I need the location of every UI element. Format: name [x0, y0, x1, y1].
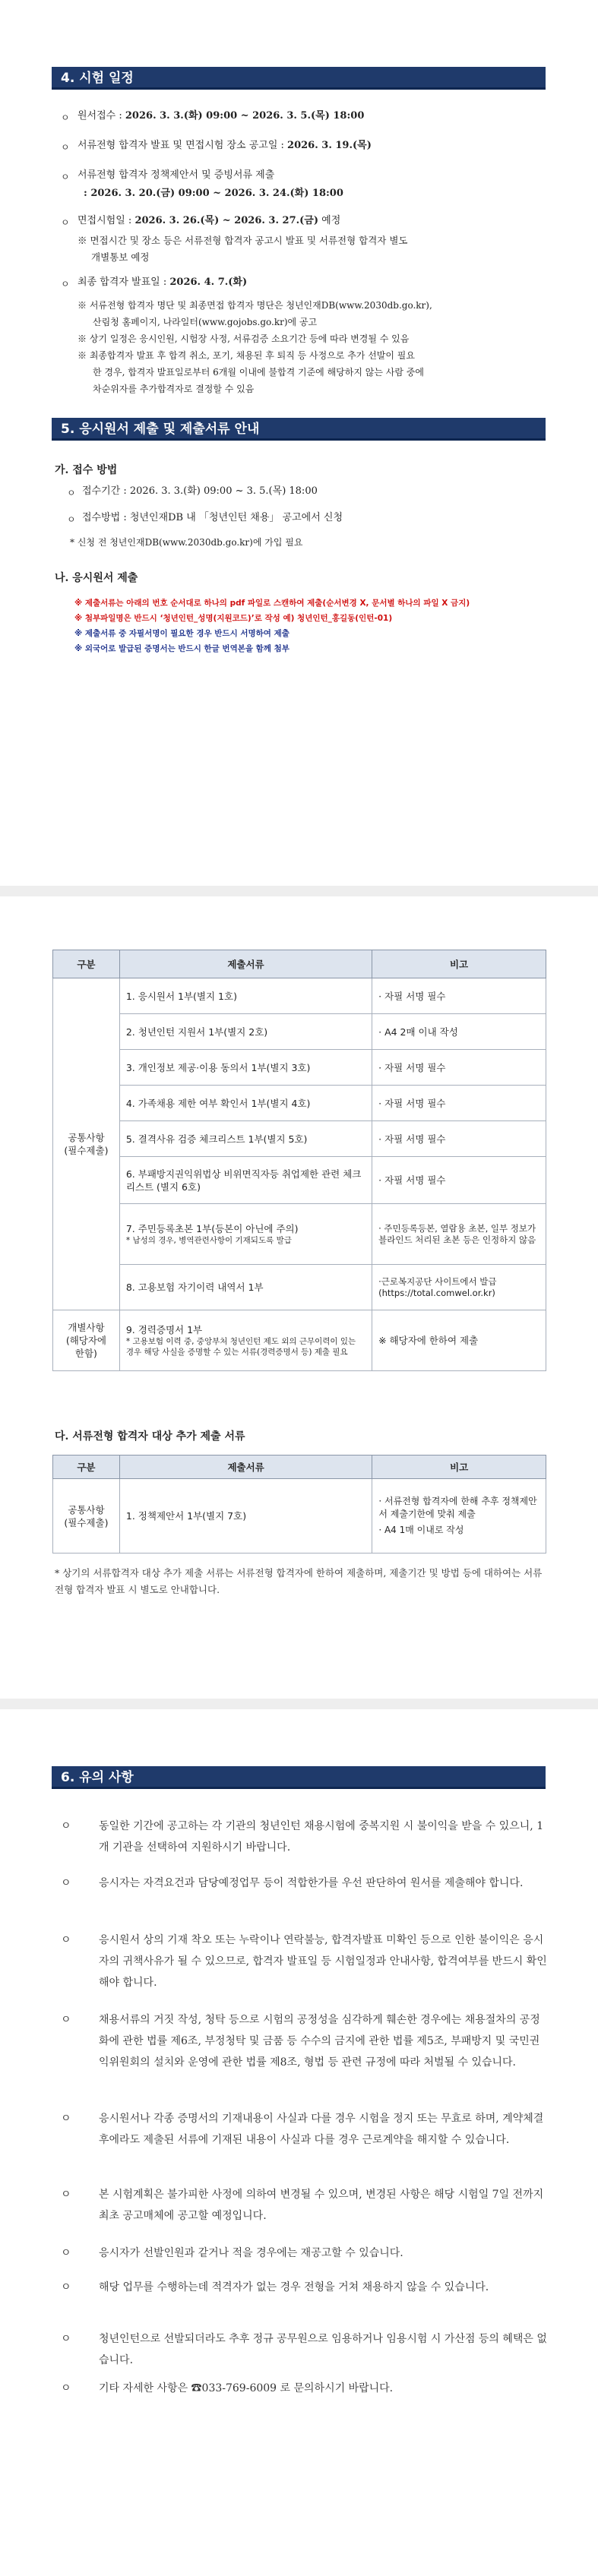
group-individual: 개별사항 (해당자에 한함) [53, 1310, 120, 1371]
group-common: 공통사항 (필수제출) [53, 1479, 120, 1554]
doc-8: 8. 고용보험 자기이력 내역서 1부 [119, 1265, 372, 1310]
note-2: ※ 상기 일정은 응시인원, 시험장 사정, 서류검증 소요기간 등에 따라 변경될 수 있음 [78, 333, 410, 344]
doc-2: 2. 청년인턴 지원서 1부(별지 2호) [119, 1014, 372, 1050]
page-separator [0, 886, 598, 896]
precaution-text: 채용서류의 거짓 작성, 청탁 등으로 시험의 공정성을 심각하게 훼손한 경우에는 채용절차의 공정화에 관한 법률 제6조, 부정청탁 및 금품 등 수수의 금지에 관한 법률 제5조, 부패방지 및 국민권익위원회의 설치와 운영에 관한 법률 제8조, 형법 등 관련 규정에 따라 처벌될 수 있습니다. [99, 2014, 540, 2069]
doc-6: 6. 부패방지권익위법상 비위면직자등 취업제한 관련 체크리스트 (별지 6호) [119, 1157, 372, 1204]
bullet: ㅇ [61, 2382, 71, 2394]
proposal-submit: 서류전형 합격자 정책제안서 및 증빙서류 제출 [78, 169, 275, 181]
precaution-text: 해당 업무를 수행하는데 적격자가 없는 경우 전형을 거쳐 채용하지 않을 수 있습니다. [99, 2281, 489, 2293]
doc-9-sub: * 고용보험 이력 중, 중앙부처 청년인턴 제도 외의 근무이력이 있는 경우 해당 사실을 증명할 수 있는 서류(경력증명서 등) 제출 필요 [125, 1337, 356, 1357]
doc-3-note: · 자필 서명 필수 [372, 1050, 546, 1086]
doc-5-note: · 자필 서명 필수 [372, 1121, 546, 1157]
doc-9 [119, 1310, 372, 1371]
add-doc-1-note [372, 1479, 546, 1554]
page-2 [0, 896, 598, 1698]
section-5-header: 5. 응시원서 제출 및 제출서류 안내 [52, 418, 546, 441]
doc-result-date: 서류전형 합격자 발표 및 면접시험 장소 공고일 : 2026. 3. 19.(목) [78, 140, 372, 151]
note-3b: 한 경우, 합격자 발표일로부터 6개월 이내에 불합격 기준에 해당하지 않는 사람 중에 [93, 367, 424, 378]
interview-note-1: ※ 면접시간 및 장소 등은 서류전형 합격자 공고시 발표 및 서류전형 합격자 별도 [78, 235, 408, 246]
col-gubun: 구분 [53, 950, 120, 978]
precaution-item [61, 2184, 547, 2227]
doc-7-title: 7. 주민등록초본 1부(등본이 아닌에 주의) [125, 1223, 299, 1234]
note-1b: 산림청 홈페이지, 나라일터(www.gojobs.go.kr)에 공고 [93, 317, 318, 327]
bullet: ㅇ [61, 172, 70, 182]
col-docs: 제출서류 [119, 1456, 372, 1479]
bullet: ㅇ [61, 1877, 71, 1889]
precaution-item [61, 2009, 547, 2073]
doc-6-note: · 자필 서명 필수 [372, 1157, 546, 1204]
additional-docs-note: * 상기의 서류합격자 대상 추가 제출 서류는 서류전형 합격자에 한하여 제출하며, 제출기간 및 방법 등에 대하여는 서류전형 합격자 발표 시 별도로 안내합니다. [55, 1567, 543, 1595]
page-1 [0, 0, 598, 885]
doc-7-note: · 주민등록등본, 열람용 초본, 일부 정보가 블라인드 처리된 초본 등은 인정하지 않음 [372, 1204, 546, 1265]
doc-8-note: ·근로복지공단 사이트에서 발급 (https://total.comwel.or.kr) [372, 1265, 546, 1310]
receipt-period: 접수기간 : 2026. 3. 3.(화) 09:00 ~ 3. 5.(목) 18:00 [82, 485, 318, 497]
receipt-note: * 신청 전 청년인재DB(www.2030db.go.kr)에 가입 필요 [70, 537, 303, 548]
precaution-text: 응시원서 상의 기재 착오 또는 누락이나 연락불능, 합격자발표 미확인 등으로 인한 불이익은 응시자의 귀책사유가 될 수 있으므로, 합격자 발표일 등 시험일정과 안내사항, 합격여부를 반드시 확인해야 합니다. [99, 1934, 547, 1989]
precaution-text: 응시자는 자격요건과 담당예정업무 등이 적합한가를 우선 판단하여 원서를 제출해야 합니다. [99, 1877, 524, 1889]
subsection-da: 다. 서류전형 합격자 대상 추가 제출 서류 [55, 1430, 245, 1443]
precaution-text: 응시원서나 각종 증명서의 기재내용이 사실과 다를 경우 시험을 정지 또는 무효로 하며, 계약체결 후에라도 제출된 서류에 기재된 내용이 사실과 다를 경우 근로계약을 해지할 수 있습니다. [99, 2113, 544, 2146]
precaution-text: 기타 자세한 사항은 ☎033-769-6009 로 문의하시기 바랍니다. [99, 2382, 394, 2394]
doc-5: 5. 결격사유 검증 체크리스트 1부(별지 5호) [119, 1121, 372, 1157]
submission-docs-table [52, 950, 546, 1371]
final-result-date: 최종 합격자 발표일 : 2026. 4. 7.(화) [78, 277, 248, 288]
add-doc-1-note-2: · A4 1매 이내로 작성 [378, 1525, 464, 1535]
subsection-ga: 가. 접수 방법 [55, 464, 118, 476]
col-gubun: 구분 [53, 1456, 120, 1479]
proposal-submit-period: : 2026. 3. 20.(금) 09:00 ~ 2026. 3. 24.(화) 18:00 [84, 188, 343, 199]
col-docs: 제출서류 [119, 950, 372, 978]
precaution-item [61, 2108, 547, 2151]
note-3a: ※ 최종합격자 발표 후 합격 취소, 포기, 채용된 후 퇴직 등 사정으로 추가 선발이 필요 [78, 350, 415, 361]
bullet: ㅇ [61, 2247, 71, 2259]
doc-9-note: ※ 해당자에 한하여 제출 [372, 1310, 546, 1371]
warning-1: ※ 제출서류는 아래의 번호 순서대로 하나의 pdf 파일로 스캔하여 제출(순서변경 X, 문서별 하나의 파일 X 금지) [74, 599, 470, 608]
group-common: 공통사항 (필수제출) [53, 978, 120, 1310]
bullet: ㅇ [61, 1934, 71, 1946]
doc-9-title: 9. 경력증명서 1부 [125, 1324, 203, 1335]
col-note: 비고 [372, 1456, 546, 1479]
doc-7 [119, 1204, 372, 1265]
doc-4-note: · 자필 서명 필수 [372, 1086, 546, 1121]
precaution-item [61, 2378, 547, 2399]
bullet: ㅇ [61, 2014, 71, 2026]
section-4-header: 4. 시험 일정 [52, 67, 546, 90]
precaution-text: 응시자가 선발인원과 같거나 적을 경우에는 재공고할 수 있습니다. [99, 2247, 403, 2259]
add-doc-1: 1. 정책제안서 1부(별지 7호) [119, 1479, 372, 1554]
subsection-na: 나. 응시원서 제출 [55, 572, 138, 584]
note-1a: ※ 서류전형 합격자 명단 및 최종면접 합격자 명단은 청년인재DB(www.2030db.go.kr), [78, 300, 432, 311]
bullet: ㅇ [67, 514, 76, 525]
precaution-item [61, 1873, 547, 1894]
bullet: ㅇ [67, 488, 76, 498]
doc-1-note: · 자필 서명 필수 [372, 978, 546, 1014]
bullet: ㅇ [61, 2281, 71, 2293]
interview-note-2: 개별통보 예정 [91, 251, 150, 263]
interview-date: 면접시험일 : 2026. 3. 26.(목) ~ 2026. 3. 27.(금) 예정 [78, 215, 341, 226]
bullet: ㅇ [61, 217, 70, 228]
doc-3: 3. 개인정보 제공·이용 동의서 1부(별지 3호) [119, 1050, 372, 1086]
precaution-text: 동일한 기간에 공고하는 각 기관의 청년인턴 채용시험에 중복지원 시 불이익을 받을 수 있으니, 1개 기관을 선택하여 지원하시기 바랍니다. [99, 1820, 544, 1854]
warning-2: ※ 첨부파일명은 반드시 ‘청년인턴_성명(지원코드)’로 작성 예) 청년인턴_홍길동(인턴-01) [74, 614, 393, 623]
warning-4: ※ 외국어로 발급된 증명서는 반드시 한글 번역본을 함께 첨부 [74, 644, 290, 653]
add-doc-1-note-1: · 서류전형 합격자에 한해 추후 정책제안서 제출기한에 맞춰 제출 [378, 1496, 537, 1519]
apply-period: 원서접수 : 2026. 3. 3.(화) 09:00 ~ 2026. 3. 5.(목) 18:00 [78, 110, 365, 122]
precaution-item [61, 2328, 547, 2371]
precaution-item [61, 2243, 547, 2264]
bullet: ㅇ [61, 2189, 71, 2201]
doc-2-note: · A4 2매 이내 작성 [372, 1014, 546, 1050]
additional-docs-table [52, 1455, 546, 1554]
precaution-text: 본 시험계획은 불가피한 사정에 의하여 변경될 수 있으며, 변경된 사항은 해당 시험일 7일 전까지 최초 공고매체에 공고할 예정입니다. [99, 2189, 544, 2222]
col-note: 비고 [372, 950, 546, 978]
doc-1: 1. 응시원서 1부(별지 1호) [119, 978, 372, 1014]
section-6-header: 6. 유의 사항 [52, 1766, 546, 1789]
bullet: ㅇ [61, 2113, 71, 2125]
precaution-item [61, 1816, 547, 1858]
precaution-item [61, 1930, 547, 1993]
bullet: ㅇ [61, 142, 70, 153]
bullet: ㅇ [61, 2333, 71, 2345]
precaution-text: 청년인턴으로 선발되더라도 추후 정규 공무원으로 임용하거나 임용시험 시 가산점 등의 혜택은 없습니다. [99, 2333, 547, 2366]
bullet: ㅇ [61, 1820, 71, 1832]
warning-3: ※ 제출서류 중 자필서명이 필요한 경우 반드시 서명하여 제출 [74, 629, 290, 638]
page-3 [0, 1709, 598, 2576]
page-separator [0, 1699, 598, 1709]
doc-7-sub: * 남성의 경우, 병역관련사항이 기재되도록 발급 [125, 1236, 292, 1245]
doc-4: 4. 가족채용 제한 여부 확인서 1부(별지 4호) [119, 1086, 372, 1121]
bullet: ㅇ [61, 112, 70, 123]
note-3c: 차순위자를 추가합격자로 결정할 수 있음 [93, 384, 255, 394]
precaution-item [61, 2277, 547, 2298]
bullet: ㅇ [61, 279, 70, 289]
receipt-method: 접수방법 : 청년인재DB 내 「청년인턴 채용」 공고에서 신청 [82, 512, 343, 523]
